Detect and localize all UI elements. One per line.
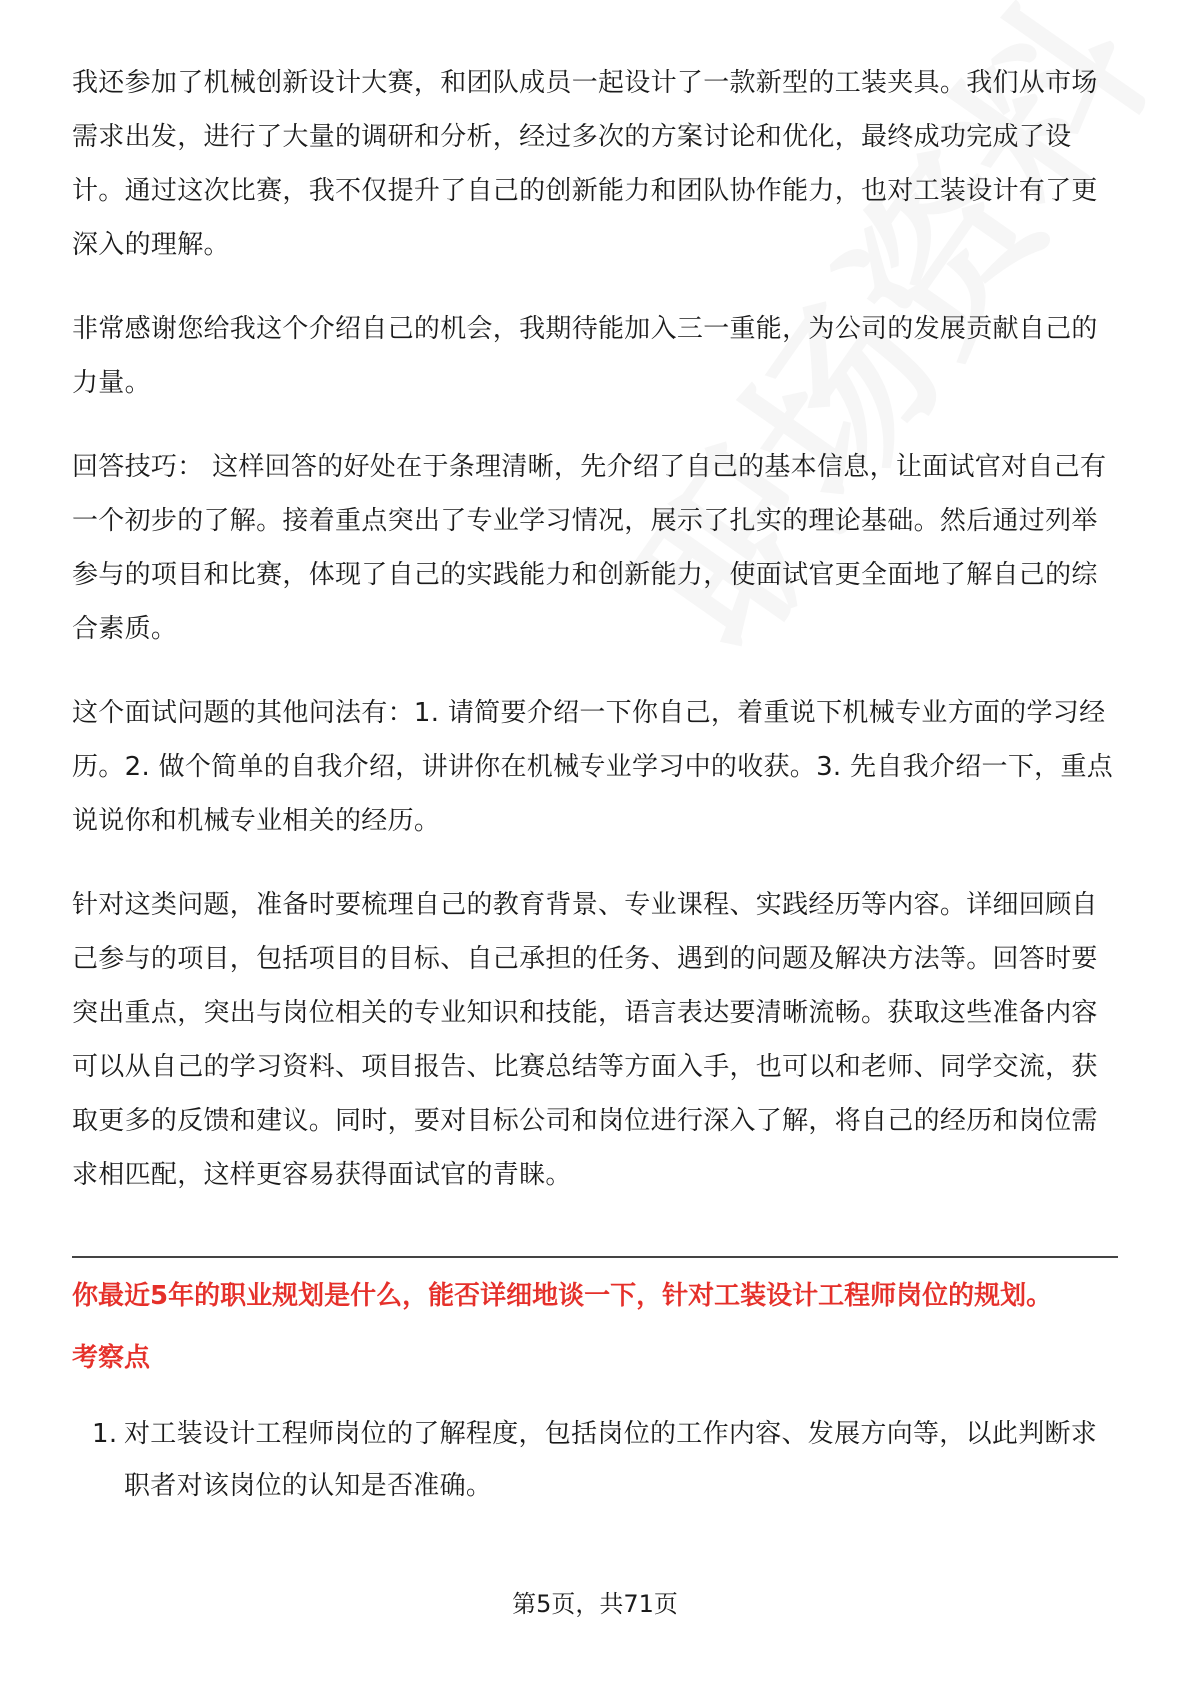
assessment-points-list — [72, 1408, 1118, 1512]
document-page — [72, 56, 1118, 1512]
question-heading: 你最近5年的职业规划是什么，能否详细地谈一下，针对工装设计工程师岗位的规划。 — [72, 1281, 1053, 1311]
section-divider — [72, 1256, 1118, 1258]
page-number: 第5页，共71页 — [512, 1590, 678, 1618]
list-item-text: 对工装设计工程师岗位的了解程度，包括岗位的工作内容、发展方向等，以此判断求职者对该岗位的认知是否准确。 — [124, 1419, 1098, 1501]
paragraph-preparation-advice: 针对这类问题，准备时要梳理自己的教育背景、专业课程、实践经历等内容。详细回顾自己参与的项目，包括项目的目标、自己承担的任务、遇到的问题及解决方法等。回答时要突出重点，突出与岗位相关的专业知识和技能，语言表达要清晰流畅。获取这些准备内容可以从自己的学习资料、项目报告、比赛总结等方面入手，也可以和老师、同学交流，获取更多的反馈和建议。同时，要对目标公司和岗位进行深入了解，将自己的经历和岗位需求相匹配，这样更容易获得面试官的青睐。 — [72, 890, 1098, 1190]
list-item — [72, 1408, 1118, 1512]
paragraph-closing: 非常感谢您给我这个介绍自己的机会，我期待能加入三一重能，为公司的发展贡献自己的力量。 — [72, 314, 1098, 398]
list-item-number: 1. — [92, 1419, 118, 1449]
paragraph-competition: 我还参加了机械创新设计大赛，和团队成员一起设计了一款新型的工装夹具。我们从市场需求出发，进行了大量的调研和分析，经过多次的方案讨论和优化，最终成功完成了设计。通过这次比赛，我不仅提升了自己的创新能力和团队协作能力，也对工装设计有了更深入的理解。 — [72, 68, 1098, 260]
paragraph-answer-tips: 回答技巧： 这样回答的好处在于条理清晰，先介绍了自己的基本信息，让面试官对自己有一个初步的了解。接着重点突出了专业学习情况，展示了扎实的理论基础。然后通过列举参与的项目和比赛，体现了自己的实践能力和创新能力，使面试官更全面地了解自己的综合素质。 — [72, 452, 1107, 644]
assessment-points-label: 考察点 — [72, 1343, 151, 1373]
paragraph-alternative-questions: 这个面试问题的其他问法有：1. 请简要介绍一下你自己，着重说下机械专业方面的学习经历。2. 做个简单的自我介绍，讲讲你在机械专业学习中的收获。3. 先自我介绍一下，重点说说你和机械专业相关的经历。 — [72, 698, 1114, 836]
